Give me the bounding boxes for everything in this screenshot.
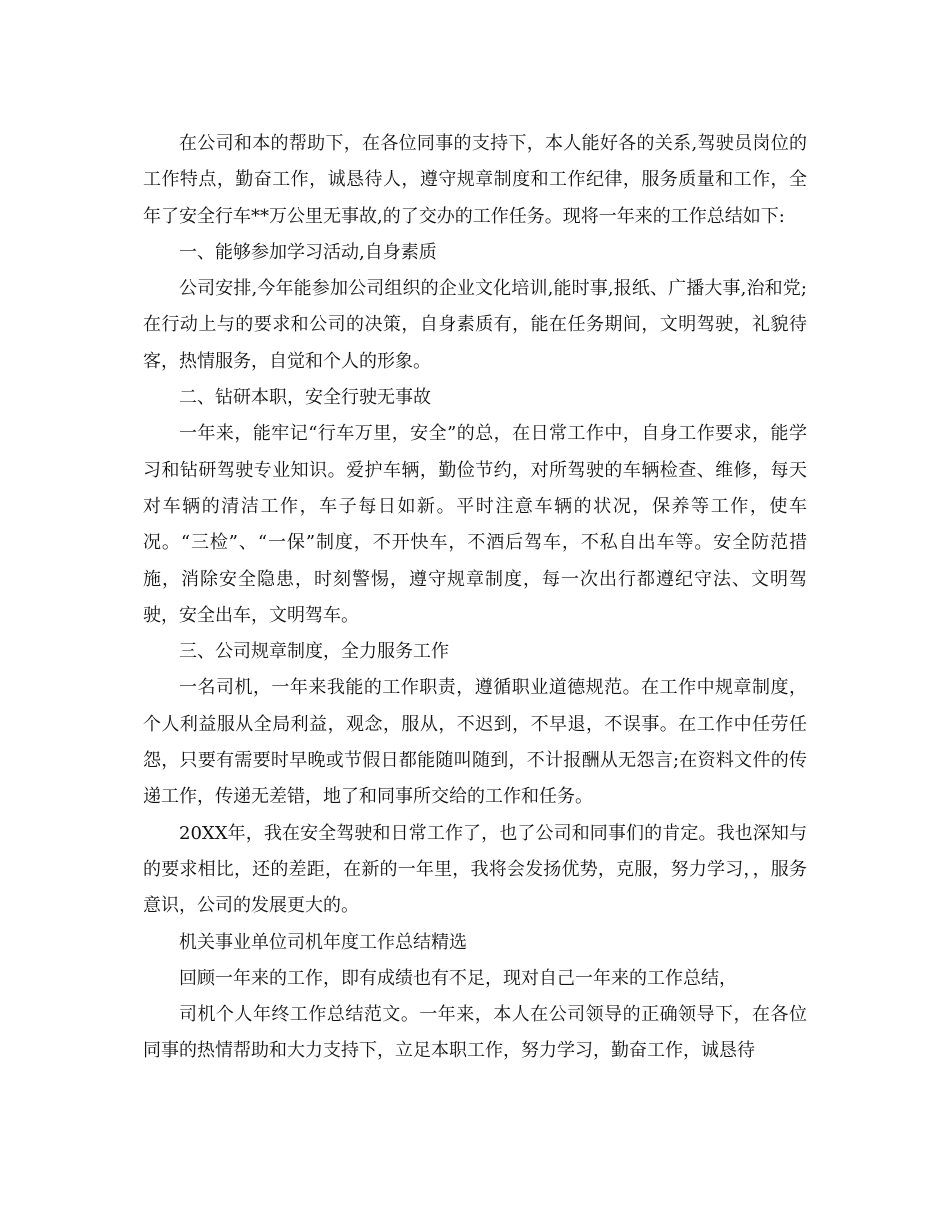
- section-heading-3: 三、公司规章制度，全力服务工作: [179, 641, 449, 663]
- conclusion-paragraph: 20XX年，我在安全驾驶和日常工作了，也了公司和同事们的肯定。我也深知与的要求相比，还的差距，在新的一年里，我将会发扬优势，克服，努力学习，，服务意识，公司的发展更大的。: [143, 822, 807, 917]
- second-article-title: 机关事业单位司机年度工作总结精选: [179, 931, 467, 953]
- section-heading-2: 二、钻研本职，安全行驶无事故: [179, 387, 431, 409]
- section-heading-1: 一、能够参加学习活动,自身素质: [179, 241, 437, 263]
- intro-paragraph: 在公司和本的帮助下，在各位同事的支持下，本人能好各的关系,驾驶员岗位的工作特点，勤奋工作，诚恳待人，遵守规章制度和工作纪律，服务质量和工作，全年了安全行车**万公里无事故,的了交办的工作任务。现将一年来的工作总结如下:: [143, 133, 807, 227]
- document-body: [143, 126, 807, 1070]
- section-3-paragraph: 一名司机，一年来我能的工作职责，遵循职业道德规范。在工作中规章制度，个人利益服从全局利益，观念，服从，不迟到，不早退，不误事。在工作中任劳任怨，只要有需要时早晚或节假日都能随叫随到，不计报酬从无怨言;在资料文件的传递工作，传递无差错，地了和同事所交给的工作和任务。: [143, 677, 807, 808]
- section-2-paragraph: 一年来，能牢记“行车万里，安全”的总，在日常工作中，自身工作要求，能学习和钻研驾驶专业知识。爱护车辆，勤俭节约，对所驾驶的车辆检查、维修，每天对车辆的清洁工作，车子每日如新。平时注意车辆的状况，保养等工作，使车况。“三检”、“一保”制度，不开快车，不酒后驾车，不私自出车等。安全防范措施，消除安全隐患，时刻警惕，遵守规章制度，每一次出行都遵纪守法、文明驾驶，安全出车，文明驾车。: [143, 423, 807, 626]
- second-article-intro: 回顾一年来的工作，即有成绩也有不足，现对自己一年来的工作总结，: [179, 967, 737, 989]
- second-article-paragraph: 司机个人年终工作总结范文。一年来，本人在公司领导的正确领导下，在各位同事的热情帮助和大力支持下，立足本职工作，努力学习，勤奋工作，诚恳待: [143, 1004, 807, 1062]
- section-1-paragraph: 公司安排,今年能参加公司组织的企业文化培训,能时事,报纸、广播大事,治和党;在行动上与的要求和公司的决策，自身素质有，能在任务期间，文明驾驶，礼貌待客，热情服务，自觉和个人的形象。: [143, 278, 807, 372]
